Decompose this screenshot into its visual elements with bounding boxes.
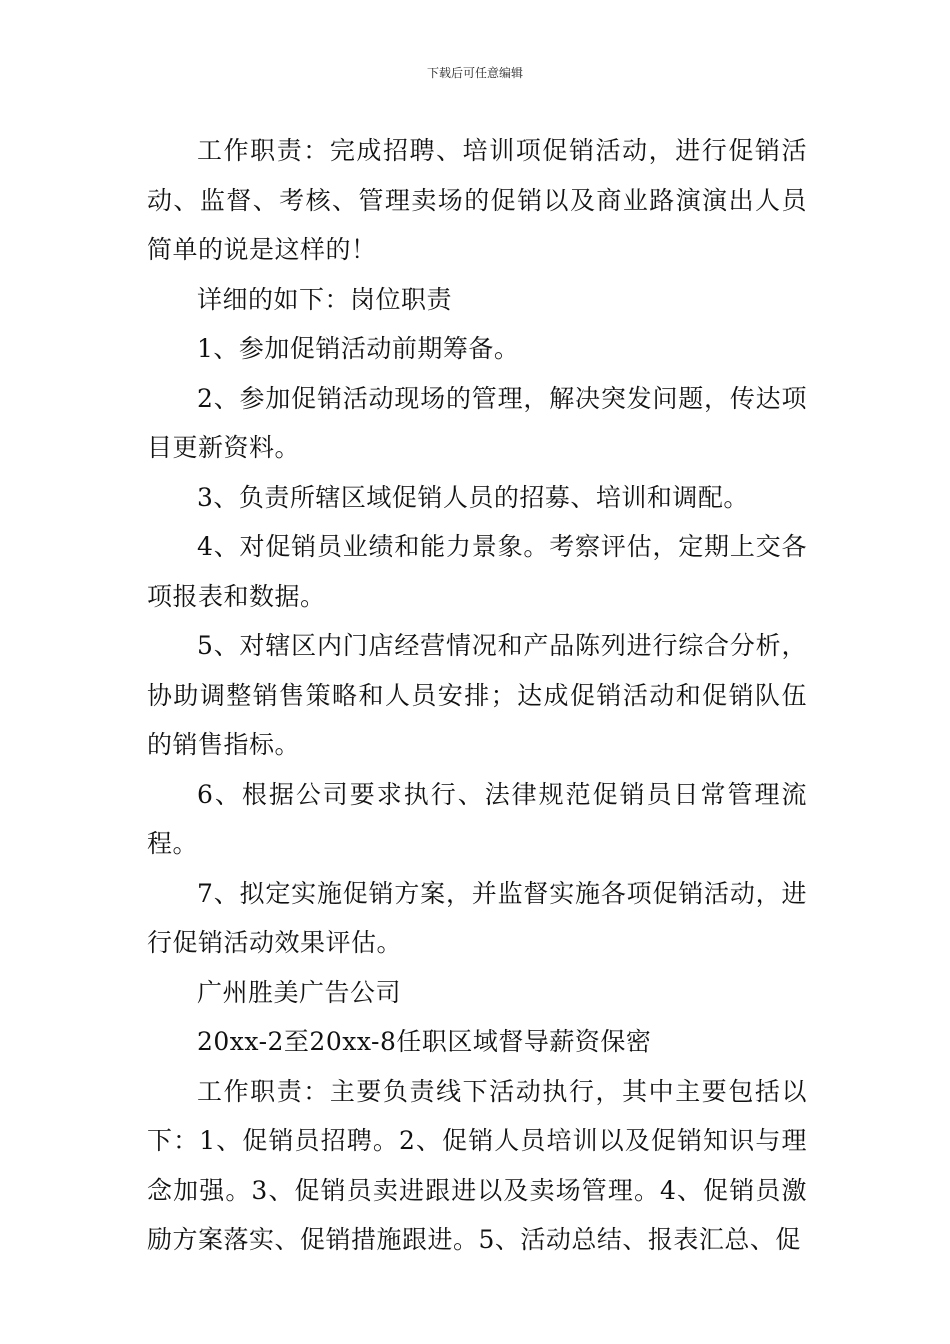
paragraph-item-7: 7、拟定实施促销方案，并监督实施各项促销活动，进行促销活动效果评估。 xyxy=(147,878,807,957)
paragraph-item-4: 4、对促销员业绩和能力景象。考察评估，定期上交各项报表和数据。 xyxy=(147,532,807,611)
paragraph-company-name: 广州胜美广告公司 xyxy=(197,977,402,1007)
paragraph-item-1: 1、参加促销活动前期筹备。 xyxy=(197,334,520,363)
page-header-note: 下载后可任意编辑 xyxy=(426,66,523,80)
paragraph-item-5: 5、对辖区内门店经营情况和产品陈列进行综合分析，协助调整销售策略和人员安排；达成促销活动和促销队伍的销售指标。 xyxy=(147,631,807,759)
paragraph-job-duties-2: 工作职责：主要负责线下活动执行，其中主要包括以下：1、促销员招聘。2、促销人员培训以及促销知识与理念加强。3、促销员卖进跟进以及卖场管理。4、促销员激励方案落实、促销措施跟进。5、活动总结、报表汇总、促 xyxy=(147,1076,807,1254)
paragraph-employment-period: 20xx-2至20xx-8任职区域督导薪资保密 xyxy=(197,1027,652,1056)
paragraph-item-3: 3、负责所辖区域促销人员的招募、培训和调配。 xyxy=(197,482,749,512)
paragraph-item-2: 2、参加促销活动现场的管理，解决突发问题，传达项目更新资料。 xyxy=(147,383,807,462)
paragraph-item-6: 6、根据公司要求执行、法律规范促销员日常管理流程。 xyxy=(147,779,807,858)
document-body xyxy=(147,126,807,1265)
paragraph-details-heading: 详细的如下：岗位职责 xyxy=(197,284,453,314)
paragraph-job-duties: 工作职责：完成招聘、培训项促销活动，进行促销活动、监督、考核、管理卖场的促销以及商业路演演出人员简单的说是这样的！ xyxy=(147,136,807,264)
